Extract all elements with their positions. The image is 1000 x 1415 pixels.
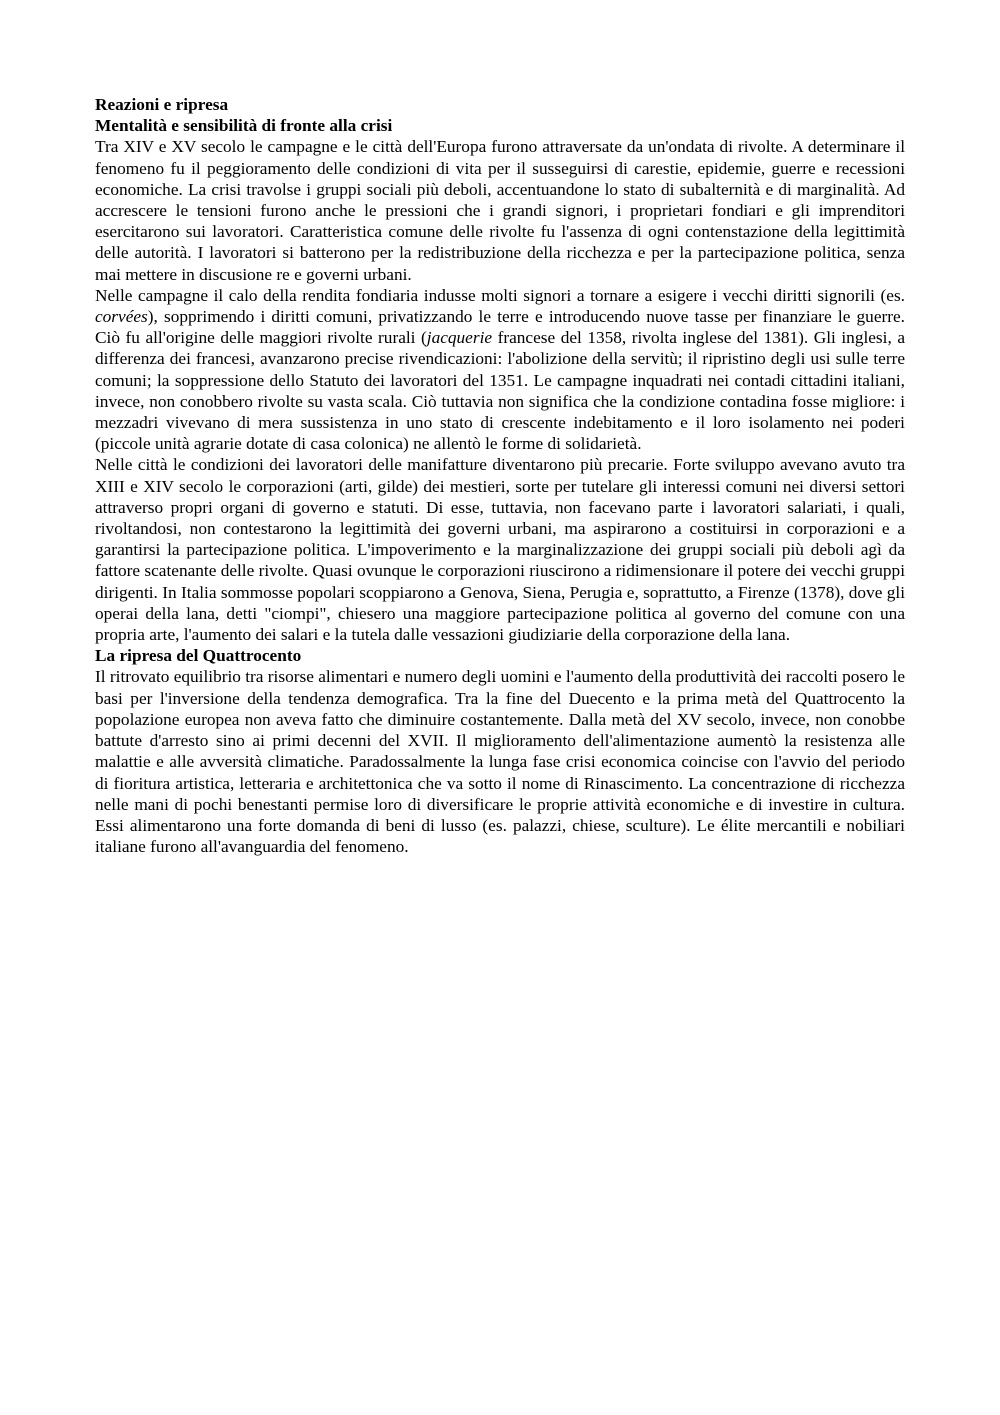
paragraph-citta: Nelle città le condizioni dei lavoratori delle manifatture diventarono più precarie. Forte sviluppo avevano avuto tra XIII e XIV secolo le corporazioni (arti, gilde) dei mestieri, sorte per tutelare gli interessi comuni nei diversi settori attraverso propri organi di governo e statuti. Di esse, tuttavia, non facevano parte i lavoratori salariati, i quali, rivoltandosi, non contestarono la legittimità dei governi urbani, ma aspirarono a costituirsi in corporazioni e a garantirsi la partecipazione politica. L'impoverimento e la marginalizzazione dei gruppi sociali più deboli agì da fattore scatenante delle rivolte. Quasi ovunque le corporazioni riuscirono a ridimensionare il potere dei vecchi gruppi dirigenti. In Italia sommosse popolari scoppiarono a Genova, Siena, Perugia e, soprattutto, a Firenze (1378), dove gli operai della lana, detti "ciompi", chiesero una maggiore partecipazione politica al governo del comune con una propria arte, l'aumento dei salari e la tutela dalle vessazioni giudiziarie della corporazione della lana.: [95, 455, 905, 645]
term-jacquerie: jacquerie: [426, 328, 493, 348]
term-corvees: corvées: [95, 307, 148, 327]
paragraph-rivolte: Tra XIV e XV secolo le campagne e le città dell'Europa furono attraversate da un'ondata di rivolte. A determinare il fenomeno fu il peggioramento delle condizioni di vita per il susseguirsi di carestie, epidemie, guerre e recessioni economiche. La crisi travolse i gruppi sociali più deboli, accentuandone lo stato di subalternità e di marginalità. Ad accrescere le tensioni furono anche le pressioni che i grandi signori, i proprietari fondiari e gli imprenditori esercitarono sui lavoratori. Caratteristica comune delle rivolte fu l'assenza di ogni contenstazione della legittimità delle autorità. I lavoratori si batterono per la redistribuzione della ricchezza e per la partecipazione politica, senza mai mettere in discusione re e governi urbani.: [95, 137, 905, 284]
paragraph-campagne-part-a: Nelle campagne il calo della rendita fondiaria indusse molti signori a tornare a esigere i vecchi diritti signorili (es.: [95, 285, 905, 305]
paragraph-ripresa: Il ritrovato equilibrio tra risorse alimentari e numero degli uomini e l'aumento della produttività dei raccolti posero le basi per l'inversione della tendenza demografica. Tra la fine del Duecento e la prima metà del Quattrocento la popolazione europea non aveva fatto che diminuire costantemente. Dalla metà del XV secolo, invece, non conobbe battute d'arresto sino ai primi decenni del XVII. Il miglioramento dell'alimentazione aumentò la resistenza alle malattie e alle avversità climatiche. Paradossalmente la lunga fase crisi economica coincise con l'avvio del periodo di fioritura artistica, letteraria e architettonica che va sotto il nome di Rinascimento. La concentrazione di ricchezza nelle mani di pochi benestanti permise loro di diversificare le proprie attività economiche e di investire in cultura. Essi alimentarono una forte domanda di beni di lusso (es. palazzi, chiese, sculture). Le élite mercantili e nobiliari italiane furono all'avanguardia del fenomeno.: [95, 667, 905, 857]
paragraph-campagne-part-e: francese del 1358, rivolta inglese del 1381). Gli inglesi, a differenza dei francesi, avanzarono precise rivendicazioni: l'abolizione della servitù; il ripristino degli usi sulle terre comuni; la soppressione dello Statuto dei lavoratori del 1351. Le campagne inquadrati nei contadi cittadini italiani, invece, non conobbero rivolte su vasta scala. Ciò tuttavia non significa che la condizione contadina fosse migliore: i mezzadri vivevano di mera sussistenza in uno stato di crescente indebitamento e il loro isolamento nei poderi (piccole unità agrarie dotate di casa colonica) ne allentò le forme di solidarietà.: [95, 328, 905, 454]
section-heading-crisi: Mentalità e sensibilità di fronte alla crisi: [95, 116, 393, 136]
document-title: Reazioni e ripresa: [95, 95, 229, 114]
paragraph-campagne: [95, 285, 905, 455]
paragraph-campagne-part-c: ), sopprimendo i diritti comuni, privatizzando le terre e introducendo nuove tasse per finanziare le guerre. Ciò fu all'origine delle maggiori rivolte rurali (: [95, 307, 905, 348]
document-page: [95, 94, 905, 857]
section-heading-quattrocento: La ripresa del Quattrocento: [95, 646, 302, 666]
